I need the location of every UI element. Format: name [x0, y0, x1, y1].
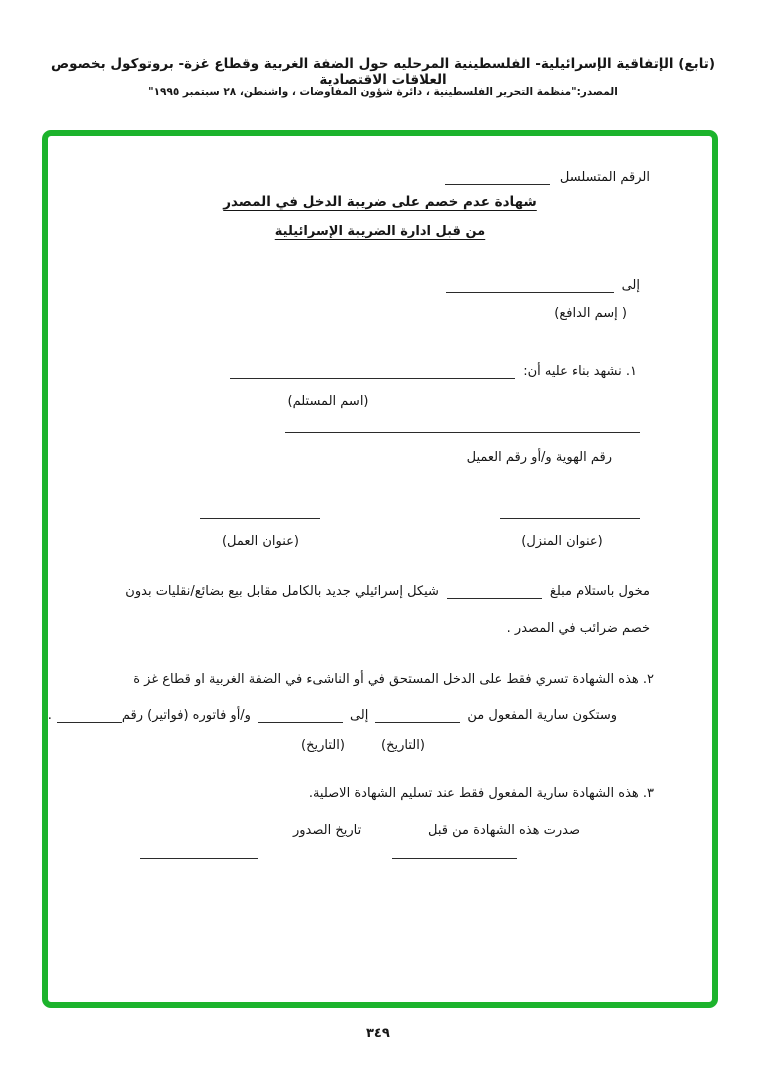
- date-label-1: (التاريخ): [381, 738, 425, 753]
- recipient-name-label: (اسم المستلم): [287, 394, 369, 409]
- item2-period: .: [47, 708, 52, 723]
- amount-row: [125, 584, 650, 599]
- to-fill-line: [446, 278, 614, 293]
- home-address-fill-line: [500, 504, 640, 519]
- form-subtitle: من قبل ادارة الضريبة الإسرائيلية: [274, 224, 486, 239]
- date-label-2: (التاريخ): [301, 738, 345, 753]
- item3-text: ٣. هذه الشهادة سارية المفعول فقط عند تسليم الشهادة الاصلية.: [308, 786, 654, 801]
- id-fill-line: [285, 432, 640, 433]
- payer-name-label: ( إسم الدافع): [554, 306, 627, 321]
- item2-line2: [48, 708, 617, 723]
- date-from-fill-line: [375, 708, 460, 723]
- issue-date-line: [140, 844, 258, 859]
- page-number: ٣٤٩: [366, 1026, 390, 1041]
- recipient-fill-line: [230, 364, 515, 379]
- to-row: [446, 278, 640, 293]
- header-line1: (تابع) الإتفاقية الإسرائيلية- الفلسطينية المرحليه حول الضفة الغربية وقطاع غزة- بروتوكول بخصوص العلاقات الاقتصادية: [51, 56, 715, 88]
- amount-text-before: مخول باستلام مبلغ: [549, 584, 650, 599]
- work-address-fill-line: [200, 504, 320, 519]
- form-subtitle-wrap: [48, 224, 712, 239]
- issued-by-label: صدرت هذه الشهادة من قبل: [428, 823, 580, 838]
- serial-label: الرقم المتسلسل: [559, 170, 650, 185]
- invoice-number-fill-line: [57, 708, 122, 723]
- item2-from-text: وستكون سارية المفعول من: [467, 708, 617, 723]
- form-title-wrap: [48, 194, 712, 210]
- serial-fill-line: [445, 170, 550, 185]
- issue-date-label: تاريخ الصدور: [293, 823, 362, 838]
- serial-row: [445, 170, 650, 185]
- issuer-signature-line: [392, 844, 517, 859]
- green-frame: [42, 130, 718, 1008]
- to-label: إلى: [621, 278, 640, 293]
- work-address-label: (عنوان العمل): [221, 534, 300, 549]
- amount-text-after: شيكل إسرائيلي جديد بالكامل مقابل بيع بضائع/نقليات بدون: [125, 584, 439, 599]
- id-number-label: رقم الهوية و/أو رقم العميل: [466, 450, 612, 465]
- form-title: شهادة عدم خصم على ضريبة الدخل في المصدر: [223, 194, 537, 210]
- amount-fill-line: [447, 584, 542, 599]
- home-address-label: (عنوان المنزل): [521, 534, 603, 549]
- date-to-fill-line: [258, 708, 343, 723]
- amount-text-line2: خصم ضرائب في المصدر .: [506, 621, 650, 636]
- item2-to-text: إلى: [349, 708, 369, 723]
- item2-invoice-text: و/أو فاتوره (فواتير) رقم: [121, 708, 251, 723]
- item1-text: ١. نشهد بناء عليه أن:: [523, 364, 637, 379]
- item2-line1: ٢. هذه الشهادة تسري فقط على الدخل المستحق في أو الناشىء في الضفة الغربية او قطاع غز ة: [133, 672, 654, 687]
- item1-row: [230, 364, 637, 379]
- header-line2: المصدر:"منظمة التحرير الفلسطينية ، دائرة شؤون المفاوضات ، واشنطن، ٢٨ سبتمبر ١٩٩٥": [148, 86, 618, 98]
- form-content: [48, 136, 712, 1002]
